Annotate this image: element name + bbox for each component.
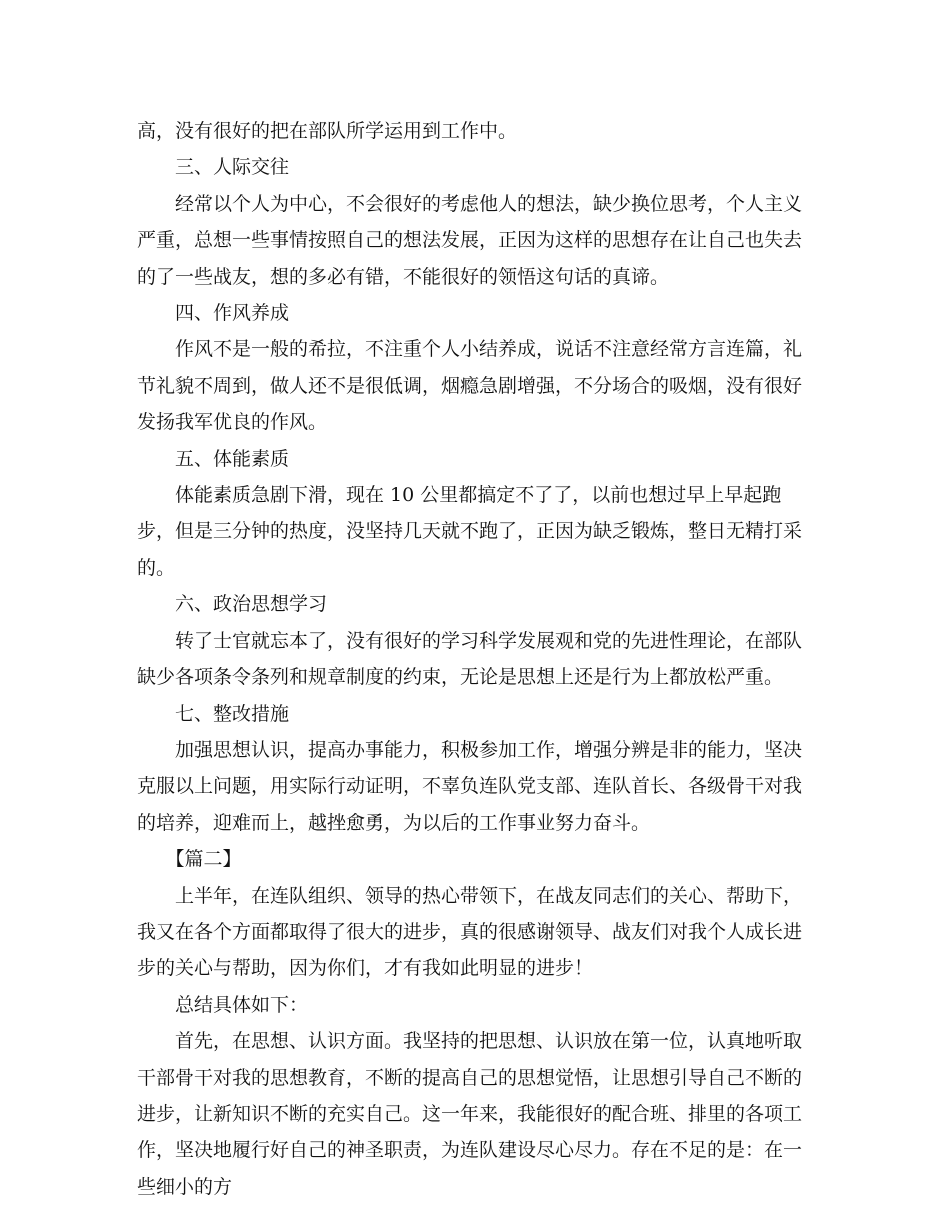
paragraph-political-study: 转了士官就忘本了，没有很好的学习科学发展观和党的先进性理论，在部队缺少各项条令条列和规章制度的约束，无论是思想上还是行为上都放松严重。 [137,629,803,689]
section-marker-part-two: 【篇二】 [165,848,242,871]
continuation-text: 高，没有很好的把在部队所学运用到工作中。 [137,120,518,142]
section-heading-interpersonal: 三、人际交往 [175,156,290,179]
paragraph-thought-awareness: 首先，在思想、认识方面。我坚持的把思想、认识放在第一位，认真地听取干部骨干对我的思想教育，不断的提高自己的思想觉悟，让思想引导自己不断的进步，让新知识不断的充实自己。这一年来，我能很好的配合班、排里的各项工作，坚决地履行好自己的神圣职责，为连队建设尽心尽力。存在不足的是：在一些细小的方 [137,1030,803,1198]
paragraph-rectification: 加强思想认识，提高办事能力，积极参加工作，增强分辨是非的能力，坚决克服以上问题，用实际行动证明，不辜负连队党支部、连队首长、各级骨干对我的培养，迎难而上，越挫愈勇，为以后的工作事业努力奋斗。 [137,738,803,834]
paragraph-fitness: 体能素质急剧下滑，现在 10 公里都搞定不了了，以前也想过早上早起跑步，但是三分钟的热度，没坚持几天就不跑了，正因为缺乏锻炼，整日无精打采的。 [137,484,803,579]
section-heading-style: 四、作风养成 [175,302,290,325]
paragraph-summary-intro: 总结具体如下： [175,993,309,1016]
document-body [137,113,815,1205]
section-heading-fitness: 五、体能素质 [175,447,290,470]
paragraph-style: 作风不是一般的希拉，不注重个人小结养成，说话不注意经常方言连篇，礼节礼貌不周到，做人还不是很低调，烟瘾急剧增强，不分场合的吸烟，没有很好发扬我军优良的作风。 [137,338,803,434]
paragraph-first-half-year: 上半年，在连队组织、领导的热心带领下，在战友同志们的关心、帮助下，我又在各个方面都取得了很大的进步，真的很感谢领导、战友们对我个人成长进步的关心与帮助，因为你们，才有我如此明显的进步！ [137,884,803,980]
section-heading-political-study: 六、政治思想学习 [175,593,328,616]
paragraph-interpersonal: 经常以个人为中心，不会很好的考虑他人的想法，缺少换位思考，个人主义严重，总想一些事情按照自己的想法发展，正因为这样的思想存在让自己也失去的了一些战友，想的多必有错，不能很好的领悟这句话的真谛。 [137,192,803,288]
section-heading-rectification: 七、整改措施 [175,702,290,725]
